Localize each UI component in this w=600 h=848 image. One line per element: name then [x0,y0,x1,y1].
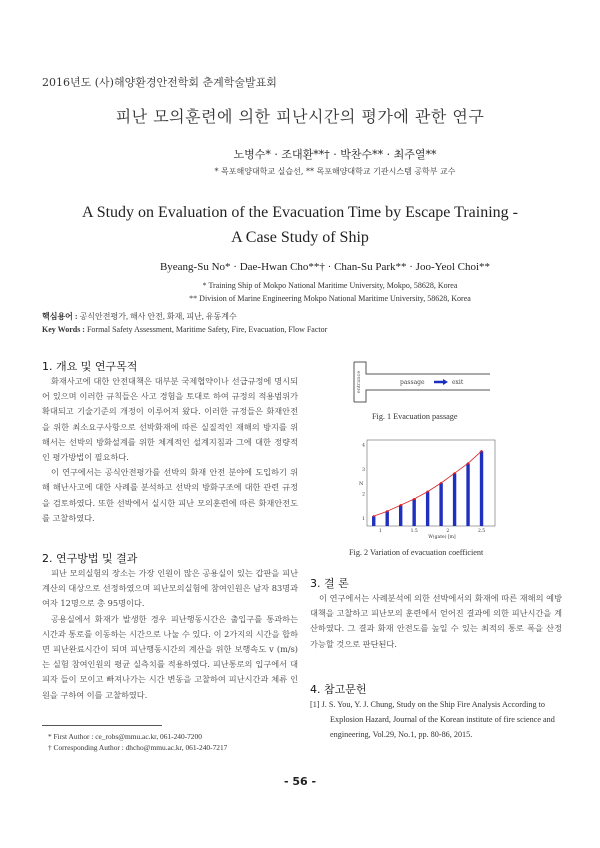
affiliation-english-2: ** Division of Marine Engineering Mokpo National Maritime University, 58628, Korea [189,294,471,303]
chart-point [400,504,402,506]
section-2-para-2: 공용실에서 화재가 발생한 경우 피난행동시간은 출입구를 통과하는 시간과 통로를 이동하는 시간으로 나눌 수 있다. 이 2가지의 시간을 합하면 피난완료시간이 되며 피난행동시간의 계산을 위한 보행속도 v (m/s)는 실험 참여인원의 평균 실측치를 적용하였다. 피난통로의 입구에서 대피자 들이 모이고 빠져나가는 시간 변동을 고찰하여 피난시간과 체류 인원을 구하여 이를 고찰하였다. [42,613,298,700]
title-english-line2: A Case Study of Ship [231,229,369,246]
chart-bar [466,463,469,526]
chart-x-tick-label: 1.5 [410,529,418,534]
page-number: - 56 - [283,775,317,788]
section-2-body [42,566,298,703]
fig1-arrowhead-icon [443,379,448,385]
fig2-caption: Fig. 2 Variation of evacuation coefficient [349,548,484,557]
footnotes [48,731,227,753]
chart-x-tick-label: 1 [379,529,382,534]
section-3-body [310,591,562,652]
fig2-chart [345,430,505,540]
chart-x-tick-label: 2.5 [477,529,486,534]
chart-bar [386,511,389,526]
chart-bar [426,492,429,526]
chart-bar [412,499,415,526]
keywords-korean-text: 공식안전평가, 해사 안전, 화재, 피난, 유동계수 [79,312,237,321]
keywords-english-text: Formal Safety Assessment, Maritime Safety, Fire, Evacuation, Flow Factor [86,325,328,334]
chart-y-tick-label: 4 [362,443,365,449]
chart-bar [439,483,442,526]
footnote-first-author: * First Author : ce_robs@mmu.ac.kr, 061-240-7200 [48,732,202,741]
section-1-body [42,374,298,526]
authors-english: Byeang-Su No* · Dae-Hwan Cho**† · Chan-Su Park** · Joo-Yeol Choi** [159,261,491,273]
chart-y-tick-label: 2 [362,492,365,498]
keywords-korean [42,311,237,322]
chart-y-label: N [359,481,364,487]
title-korean: 피난 모의훈련에 의한 피난시간의 평가에 관한 연구 [115,107,485,126]
authors-korean: 노병수* · 조대환**† · 박찬수** · 최주열** [233,148,437,161]
chart-point [480,450,482,452]
section-1-title: 1. 개요 및 연구목적 [42,360,138,373]
chart-point [467,462,469,464]
fig1-label-exit: exit [452,379,464,386]
section-1-para-2: 이 연구에서는 공식안전평가를 선박의 화재 안전 분야에 도입하기 위해 해난사고에 대한 사례를 분석하고 선박의 방화구조에 대한 관련 규정을 검토하였다. 또한 선박에서 실시한 피난 모의훈련에 따른 화재안전도를 고찰하였다. [42,467,298,523]
chart-point [440,482,442,484]
affiliation-english-1: * Training Ship of Mokpo National Maritime University, Mokpo, 58628, Korea [202,281,458,290]
section-2-para-1: 피난 모의실험의 장소는 가장 인원이 많은 공용실이 있는 갑판을 피난계산의 대상으로 선정하였으며 피난모의실험에 참여인원은 남자 83명과 여자 12명으로 총 95명이다. [42,568,298,609]
chart-point [413,498,415,500]
fig1-label-passage: passage [400,379,425,386]
title-english-line1: A Study on Evaluation of the Evacuation Time by Escape Training - [82,204,518,221]
keywords-english-label: Key Words : [42,325,85,334]
section-4-title: 4. 참고문헌 [310,683,367,696]
chart-bar [480,451,483,526]
chart-bar [453,473,456,526]
chart-y-tick-label: 3 [362,467,365,473]
chart-y-tick-label: 1 [362,517,365,523]
fig1-diagram [352,360,492,404]
chart-bar [372,516,375,526]
section-2-title: 2. 연구방법 및 결과 [42,552,138,565]
chart-point [373,515,375,517]
chart-point [427,491,429,493]
section-1-para-1: 화재사고에 대한 안전대책은 대부분 국제협약이나 선급규정에 명시되어 있으며 이러한 규칙들은 사고 경험을 토대로 하여 규정의 적용범위가 확대되고 기술기준의 개정이 이루어져 왔다. 이러한 규정들은 화재안전을 위한 최소요구사항으로 선박화재에 따른 실질적인 재해의 방지를 위해서는 선박의 방화설계를 위한 체계적인 설계지침과 그에 대한 정량적인 평가방법이 필요하다. [42,376,298,463]
conference-header: 2016년도 (사)해양환경안전학회 춘계학술발표회 [42,76,277,89]
fig2-chart-svg [345,430,505,540]
section-3-title: 3. 결 론 [310,577,349,590]
chart-bar [399,505,402,526]
footnote-divider [42,725,162,726]
fig1-caption: Fig. 1 Evacuation passage [372,412,458,421]
reference-1: [1] J. S. You, Y. J. Chung, Study on the Ship Fire Analysis According to Explosion Hazard, Journal of the Korean institute of fire science and engineering, Vol.29, No.1, pp. 80-86, 2015. [310,700,555,739]
keywords-english [42,325,327,334]
chart-point [386,510,388,512]
footnote-corresponding-author: † Corresponding Author : dhcho@mmu.ac.kr, 061-240-7217 [48,743,228,752]
chart-x-label: W(gate) [m] [428,535,456,540]
affiliation-korean: * 목포해양대학교 실습선, ** 목포해양대학교 기관시스템 공학부 교수 [214,167,456,176]
keywords-korean-label: 핵심용어 : [42,312,78,321]
title-english [60,200,540,250]
fig1-label-entrance: entrance [356,370,362,394]
evacuation-passage-diagram [352,360,492,404]
section-3-para-1: 이 연구에서는 사례분석에 의한 선박에서의 화재에 따른 재해의 예방대책을 고찰하고 피난모의 훈련에서 얻어진 결과에 의한 피난시간을 계산하였다. 그 결과 화재 안전도를 높일 수 있는 최적의 통로 폭을 산정 가능할 것으로 판단된다. [310,593,562,649]
chart-point [453,472,455,474]
chart-x-tick-label: 2 [446,529,450,534]
